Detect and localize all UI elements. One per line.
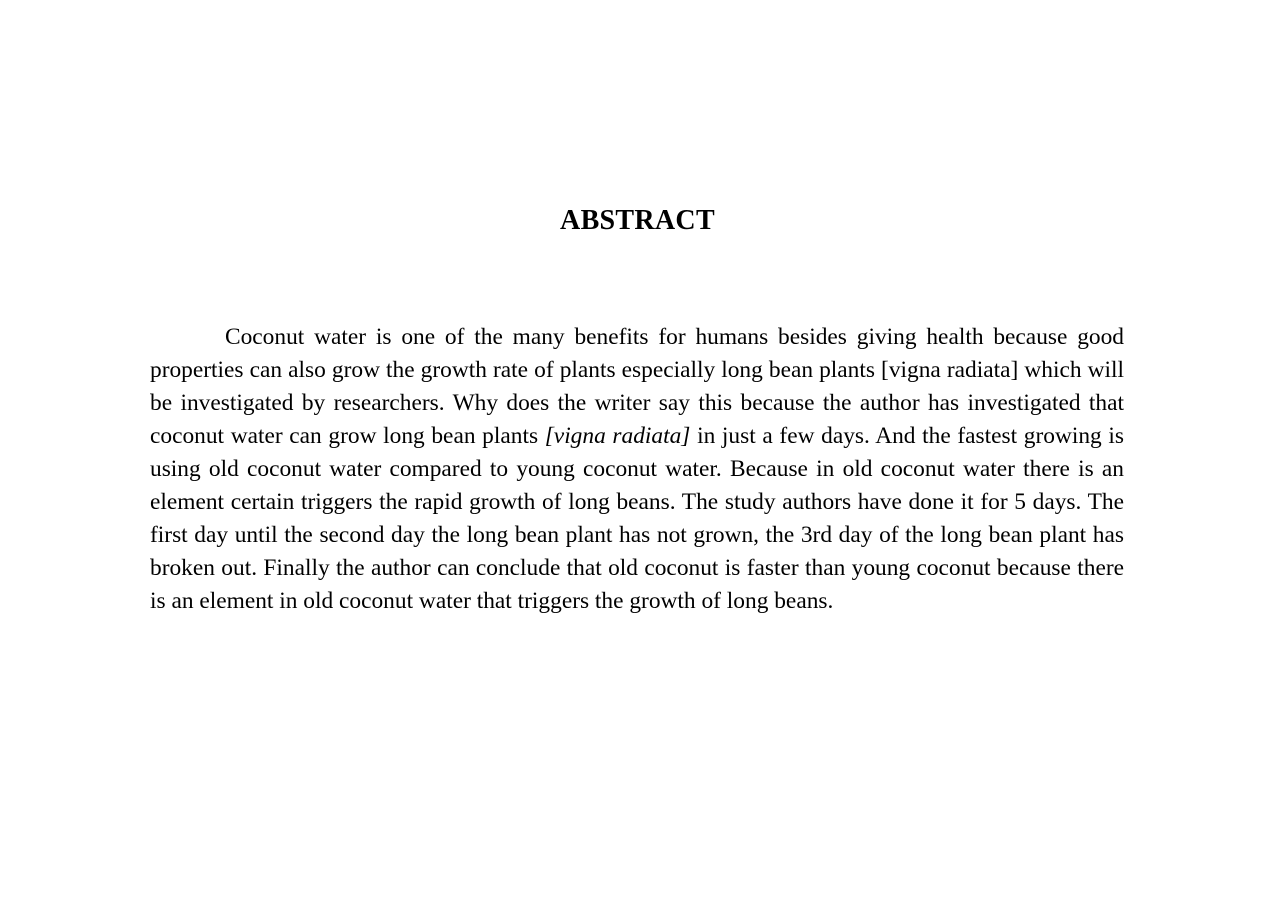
abstract-paragraph [150, 321, 1124, 618]
abstract-italic-species: [vigna radiata] [544, 423, 691, 449]
abstract-text-part-2: in just a few days. And the fastest growing is using old coconut water compared to young coconut water. Because in old coconut water there is an element certain triggers the rapid growth of long beans. The study authors have done it for 5 days. The first day until the second day the long bean plant has not grown, the 3rd day of the long bean plant has broken out. Finally the author can conclude that old coconut is faster than young coconut because there is an element in old coconut water that triggers the growth of long beans. [150, 423, 1124, 614]
abstract-heading: ABSTRACT [560, 205, 715, 236]
abstract-text-part-1: Coconut water is one of the many benefits for humans besides giving health because good properties can also grow the growth rate of plants especially long bean plants [vigna radiata] which will be investigated by researchers. Why does the writer say this because the author has investigated that coconut water can grow long bean plants [150, 324, 1124, 449]
